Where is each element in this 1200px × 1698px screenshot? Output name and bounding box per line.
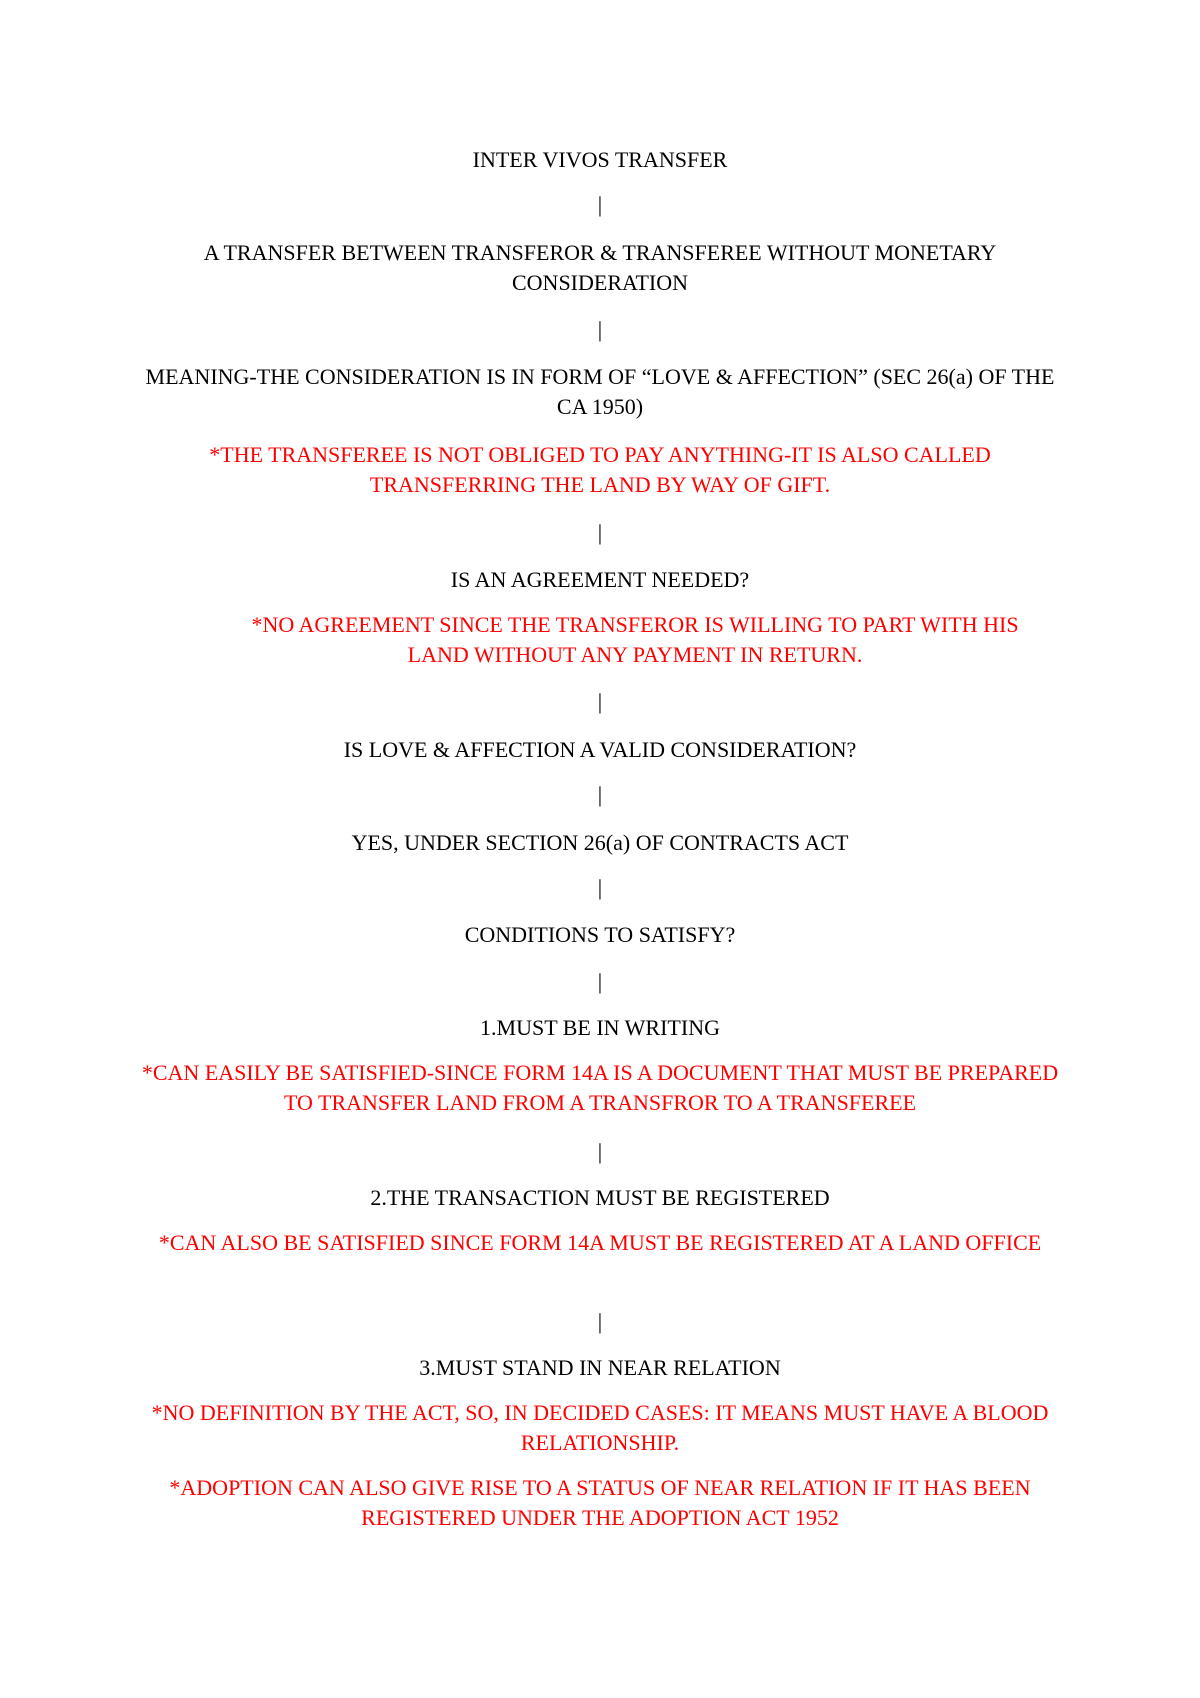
meaning-note: *THE TRANSFEREE IS NOT OBLIGED TO PAY ANYTHING-IT IS ALSO CALLED TRANSFERRING THE LAND BY WAY OF GIFT. [209,442,991,497]
document-title: INTER VIVOS TRANSFER [472,147,728,172]
flow-separator: | [597,1139,603,1164]
flow-separator: | [597,782,603,807]
meaning-text: MEANING-THE CONSIDERATION IS IN FORM OF “LOVE & AFFECTION” (SEC 26(a) OF THE CA 1950) [145,364,1055,419]
agreement-note: *NO AGREEMENT SINCE THE TRANSFEROR IS WILLING TO PART WITH HIS LAND WITHOUT ANY PAYMENT IN RETURN. [251,612,1019,667]
flow-separator: | [597,520,603,545]
condition-3-note-2: *ADOPTION CAN ALSO GIVE RISE TO A STATUS OF NEAR RELATION IF IT HAS BEEN REGISTERED UNDER THE ADOPTION ACT 1952 [169,1475,1031,1530]
answer-valid-consideration: YES, UNDER SECTION 26(a) OF CONTRACTS ACT [351,830,849,855]
condition-1: 1.MUST BE IN WRITING [480,1015,720,1040]
flow-separator: | [597,689,603,714]
flow-separator: | [597,317,603,342]
condition-3: 3.MUST STAND IN NEAR RELATION [419,1355,781,1380]
flow-separator: | [597,969,603,994]
definition-text: A TRANSFER BETWEEN TRANSFEROR & TRANSFEREE WITHOUT MONETARY CONSIDERATION [203,240,997,295]
condition-3-note-1: *NO DEFINITION BY THE ACT, SO, IN DECIDED CASES: IT MEANS MUST HAVE A BLOOD RELATIONSHIP. [151,1400,1049,1455]
flow-separator: | [597,1309,603,1334]
conditions-heading: CONDITIONS TO SATISFY? [464,922,736,947]
flow-separator: | [597,192,603,217]
question-valid-consideration: IS LOVE & AFFECTION A VALID CONSIDERATION? [343,737,857,762]
condition-1-note: *CAN EASILY BE SATISFIED-SINCE FORM 14A IS A DOCUMENT THAT MUST BE PREPARED TO TRANSFER LAND FROM A TRANSFROR TO A TRANSFEREE [141,1060,1059,1115]
condition-2-note: *CAN ALSO BE SATISFIED SINCE FORM 14A MUST BE REGISTERED AT A LAND OFFICE [158,1230,1042,1255]
question-agreement: IS AN AGREEMENT NEEDED? [450,567,750,592]
condition-2: 2.THE TRANSACTION MUST BE REGISTERED [370,1185,830,1210]
flow-separator: | [597,875,603,900]
